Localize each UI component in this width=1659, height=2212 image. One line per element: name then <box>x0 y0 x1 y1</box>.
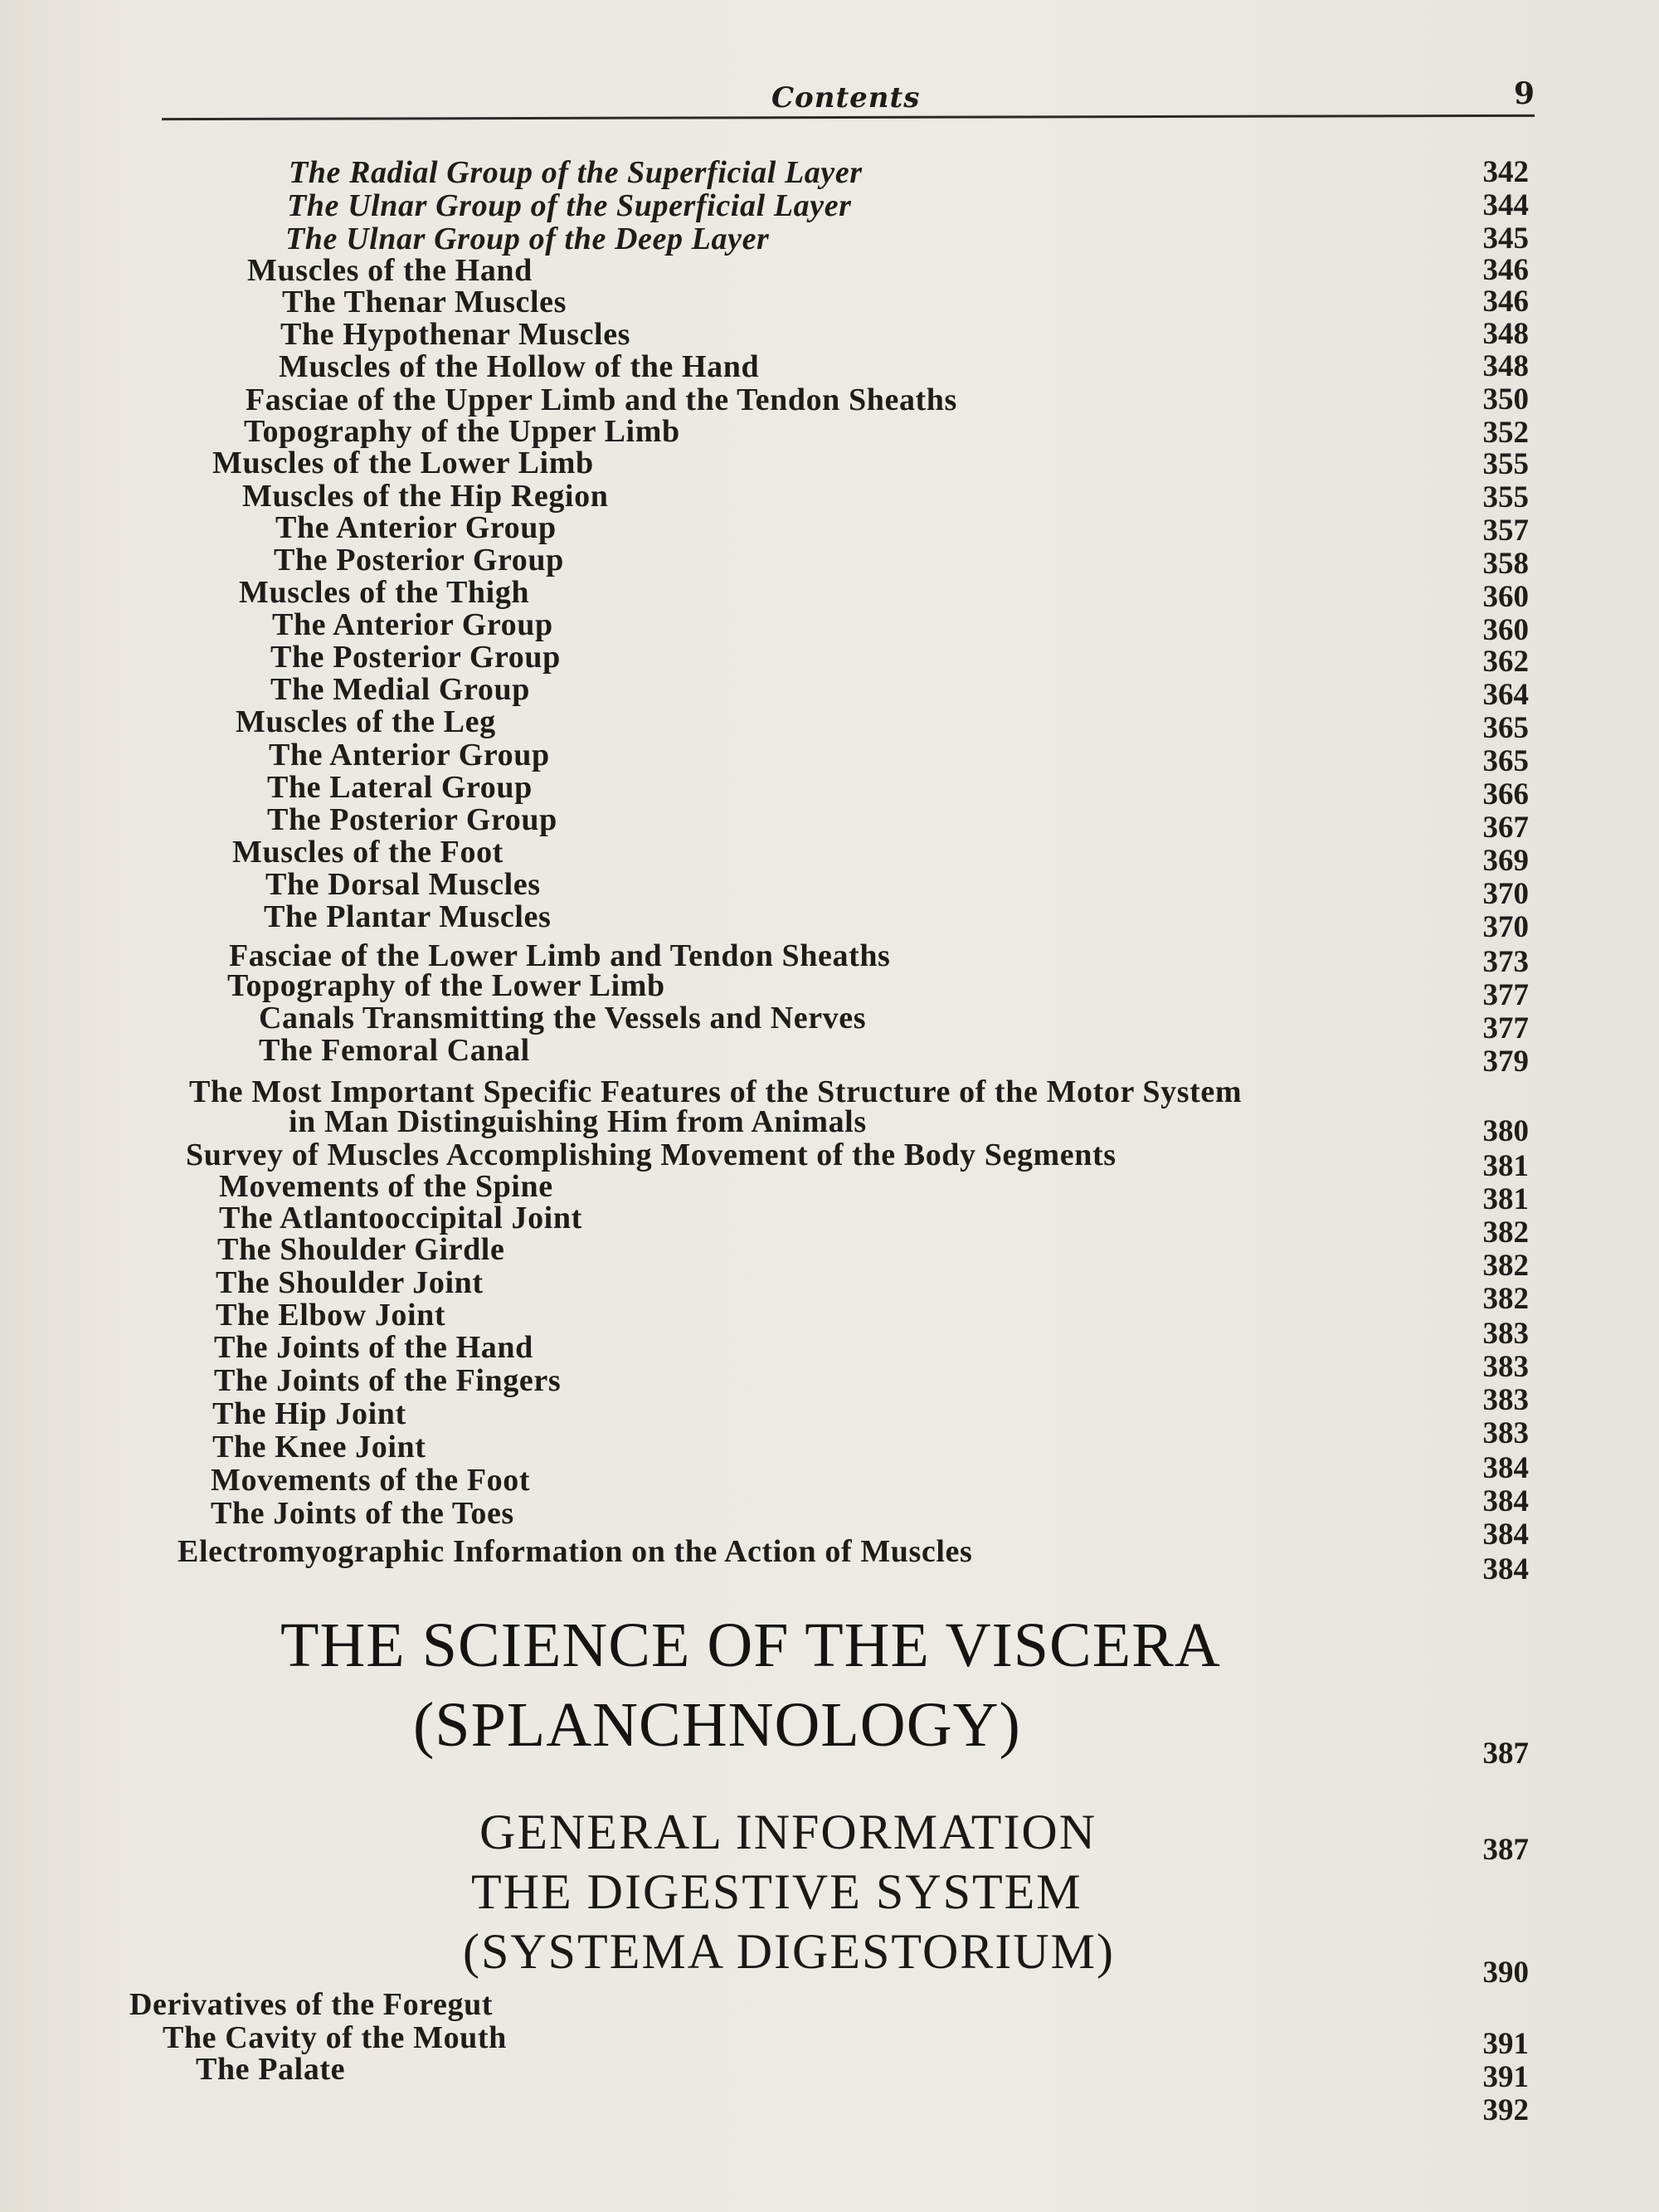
page-number: 352 <box>1482 416 1529 450</box>
page-number: 370 <box>1482 910 1529 944</box>
toc-entry: The Ulnar Group of the Superficial Layer <box>287 188 852 223</box>
toc-entry: Muscles of the Hip Region <box>242 479 609 514</box>
toc-entry: The Posterior Group <box>274 543 564 577</box>
page-number: 382 <box>1482 1249 1529 1283</box>
toc-entry: The Anterior Group <box>275 510 557 545</box>
toc-entry: Canals Transmitting the Vessels and Nerves <box>259 1001 867 1035</box>
toc-entry: Muscles of the Lower Limb <box>212 446 594 480</box>
page-number: 358 <box>1482 547 1529 581</box>
toc-entry: The Posterior Group <box>267 802 557 837</box>
toc-entry: The Most Important Specific Features of the Structure of the Motor System <box>189 1074 1243 1109</box>
page-number: 348 <box>1482 317 1529 351</box>
page-number: 381 <box>1482 1149 1529 1183</box>
digestive-heading-line2: (SYSTEMA DIGESTORIUM) <box>463 1924 1115 1979</box>
page-number: 367 <box>1482 811 1529 845</box>
toc-entry: The Femoral Canal <box>259 1033 530 1068</box>
page-number: 383 <box>1482 1416 1529 1450</box>
section-title-line1: THE SCIENCE OF THE VISCERA <box>280 1610 1221 1680</box>
toc-entry: The Joints of the Fingers <box>214 1363 562 1398</box>
toc-entry: The Plantar Muscles <box>264 899 552 934</box>
header-page-number: 9 <box>1513 76 1535 111</box>
toc-entry: Fasciae of the Upper Limb and the Tendon Sheaths <box>246 382 957 417</box>
page-number: 384 <box>1482 1451 1529 1485</box>
page-number: 365 <box>1482 711 1529 745</box>
toc-entry: Survey of Muscles Accomplishing Movement of the Body Segments <box>186 1138 1117 1172</box>
page-number: 364 <box>1482 678 1529 712</box>
general-information-heading: GENERAL INFORMATION <box>479 1805 1097 1859</box>
page-number: 392 <box>1482 2093 1529 2127</box>
toc-entry: Movements of the Spine <box>219 1169 553 1204</box>
page-number: 380 <box>1482 1114 1529 1148</box>
page-number: 370 <box>1482 877 1529 911</box>
digestive-page-number: 390 <box>1482 1956 1529 1990</box>
page-number: 366 <box>1482 777 1529 811</box>
toc-entry: Muscles of the Hollow of the Hand <box>279 349 760 384</box>
page-number: 346 <box>1482 285 1529 319</box>
toc-entry: The Hip Joint <box>212 1396 406 1431</box>
toc-entry: Derivatives of the Foregut <box>129 1987 494 2022</box>
page-number: 365 <box>1482 744 1529 778</box>
toc-entry: Electromyographic Information on the Action of Muscles <box>178 1534 973 1569</box>
toc-entry: The Lateral Group <box>267 770 533 805</box>
page-number: 362 <box>1482 645 1529 679</box>
section-title-line2: (SPLANCHNOLOGY) <box>413 1690 1021 1760</box>
page-number: 355 <box>1482 480 1529 514</box>
page-number: 350 <box>1482 382 1529 417</box>
page-number: 384 <box>1482 1484 1529 1518</box>
page-number: 348 <box>1482 349 1529 383</box>
page-number: 345 <box>1482 222 1529 256</box>
toc-entry: Muscles of the Leg <box>236 704 496 739</box>
page-number: 382 <box>1482 1282 1529 1316</box>
page-number: 383 <box>1482 1317 1529 1351</box>
toc-entry: The Shoulder Girdle <box>217 1232 505 1267</box>
page-number: 383 <box>1482 1350 1529 1384</box>
toc-entry: Topography of the Upper Limb <box>244 414 680 449</box>
page-number: 360 <box>1482 613 1529 647</box>
general-information-page-number: 387 <box>1482 1833 1529 1867</box>
toc-entry: Movements of the Foot <box>211 1463 531 1498</box>
page-number: 384 <box>1482 1552 1529 1586</box>
toc-entry: The Anterior Group <box>269 738 550 772</box>
toc-entry: Muscles of the Foot <box>232 835 504 870</box>
toc-entry: The Anterior Group <box>272 607 553 642</box>
toc-entry: The Joints of the Hand <box>214 1330 533 1365</box>
toc-entry: The Ulnar Group of the Deep Layer <box>285 222 770 256</box>
page-number: 373 <box>1482 945 1529 979</box>
toc-entry: Topography of the Lower Limb <box>227 968 665 1003</box>
page-number: 360 <box>1482 580 1529 614</box>
toc-entry: The Medial Group <box>270 672 530 707</box>
page-number: 346 <box>1482 253 1529 287</box>
page-number: 391 <box>1482 2027 1529 2061</box>
toc-entry: The Hypothenar Muscles <box>280 317 631 352</box>
toc-entry: The Palate <box>196 2052 346 2087</box>
page-number: 384 <box>1482 1518 1529 1552</box>
header-title: Contents <box>771 81 921 114</box>
toc-entry: The Posterior Group <box>270 640 561 675</box>
page-number: 344 <box>1482 188 1529 222</box>
toc-entry: The Knee Joint <box>212 1430 426 1464</box>
page-number: 391 <box>1482 2060 1529 2094</box>
toc-entry: The Joints of the Toes <box>211 1496 514 1531</box>
section-page-number: 387 <box>1482 1737 1529 1771</box>
page-number: 381 <box>1482 1182 1529 1216</box>
toc-entry: Fasciae of the Lower Limb and Tendon Sheaths <box>229 938 891 973</box>
page-number: 383 <box>1482 1383 1529 1417</box>
toc-entry: The Shoulder Joint <box>216 1265 484 1300</box>
toc-entry: Muscles of the Hand <box>247 253 533 288</box>
page-number: 379 <box>1482 1045 1529 1079</box>
page-number: 369 <box>1482 844 1529 878</box>
toc-entry: The Dorsal Muscles <box>265 867 541 902</box>
toc-entry: The Radial Group of the Superficial Layer <box>289 155 863 190</box>
toc-entry: Muscles of the Thigh <box>239 575 530 610</box>
page-number: 377 <box>1482 978 1529 1012</box>
page-number: 355 <box>1482 447 1529 481</box>
toc-entry: in Man Distinguishing Him from Animals <box>289 1104 867 1139</box>
page-number: 357 <box>1482 514 1529 548</box>
toc-entry: The Thenar Muscles <box>282 285 567 319</box>
page-number: 377 <box>1482 1011 1529 1045</box>
page-number: 382 <box>1482 1216 1529 1250</box>
page-number: 342 <box>1482 155 1529 189</box>
digestive-heading-line1: THE DIGESTIVE SYSTEM <box>471 1864 1082 1919</box>
toc-entry: The Cavity of the Mouth <box>163 2020 507 2055</box>
toc-entry: The Atlantooccipital Joint <box>219 1201 582 1235</box>
toc-entry: The Elbow Joint <box>216 1298 446 1333</box>
